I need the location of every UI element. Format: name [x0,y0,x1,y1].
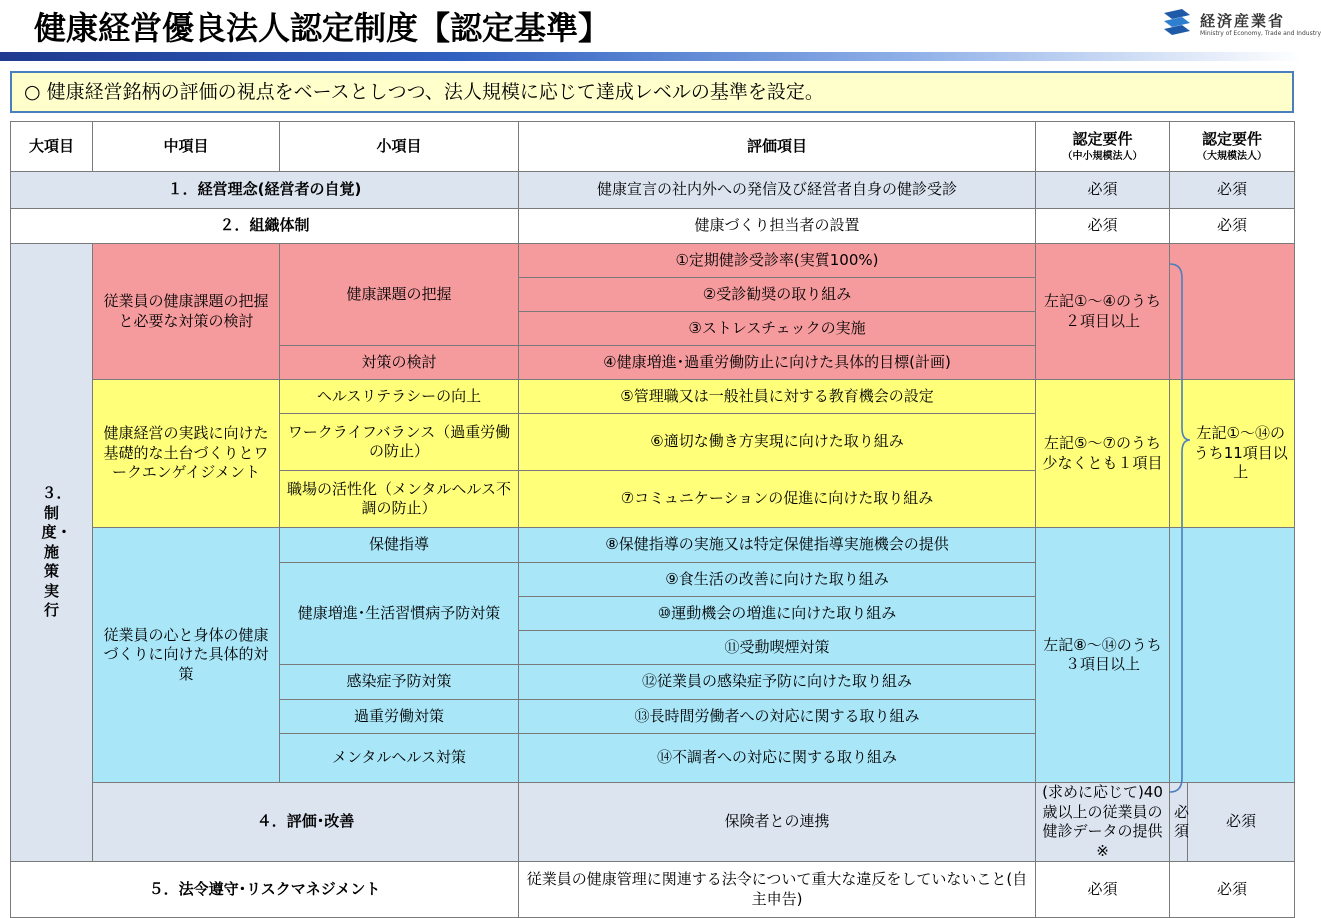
g3-minor-5: メンタルヘルス対策 [280,734,519,783]
item-8: ⑧保健指導の実施又は特定保健指導実施機会の提供 [519,528,1036,563]
row-5-label: ５．法令遵守･リスクマネジメント [11,862,519,918]
header-major: 大項目 [11,122,93,172]
page-title: 健康経営優良法人認定制度【認定基準】 [34,9,611,47]
row-4-item: (求めに応じて)40歳以上の従業員の健診データの提供※ [1036,783,1170,862]
header-req-large-label: 認定要件 [1201,130,1262,149]
row-2-small: 必須 [1036,209,1170,244]
row-4-small: 必須 [1170,783,1188,862]
item-9: ⑨食生活の改善に向けた取り組み [519,563,1036,597]
row-1 [11,172,1295,209]
header-row [11,122,1295,172]
row-1-small: 必須 [1036,172,1170,209]
row-1-large: 必須 [1170,172,1295,209]
g3-small-req: 左記⑧～⑭のうち３項目以上 [1036,528,1170,783]
row-2 [11,209,1295,244]
row-5-large: 必須 [1170,862,1295,918]
summary-box: ○ 健康経営銘柄の評価の視点をベースとしつつ、法人規模に応じて達成レベルの基準を設定。 [10,71,1294,113]
g3-minor-3: 感染症予防対策 [280,665,519,700]
g2-minor-1: ヘルスリテラシーの向上 [280,380,519,414]
item-4: ④健康増進･過重労働防止に向けた具体的目標(計画) [519,346,1036,380]
g1-large-cell [1188,244,1295,380]
item-1: ①定期健診受診率(実質100%) [519,244,1036,278]
header-req-small-sub: （中小規模法人） [1062,150,1143,162]
item-14: ⑭不調者への対応に関する取り組み [519,734,1036,783]
logo-text: 経済産業省 [1200,12,1286,30]
header-minor: 小項目 [280,122,519,172]
header-req-large-sub: （大規模法人） [1197,150,1267,162]
g2-large-req: 左記①～⑭のうち11項目以上 [1188,380,1295,528]
row-1-item: 健康宣言の社内外への発信及び経営者自身の健診受診 [519,172,1036,209]
row-3-label [11,244,93,862]
header-req-small-label: 認定要件 [1072,130,1133,149]
g2-minor-2: ワークライフバランス（過重労働の防止） [280,414,519,471]
g3-minor-1: 保健指導 [280,528,519,563]
g3-minor-4: 過重労働対策 [280,700,519,734]
logo-subtext: Ministry of Economy, Trade and Industry [1200,30,1321,37]
item-10: ⑩運動機会の増進に向けた取り組み [519,597,1036,631]
g1-middle: 従業員の健康課題の把握と必要な対策の検討 [93,244,280,380]
header-req-small [1036,122,1170,172]
g2-minor-3: 職場の活性化（メンタルヘルス不調の防止） [280,471,519,528]
g1-small-req: 左記①～④のうち２項目以上 [1036,244,1170,380]
g2-middle: 健康経営の実践に向けた基礎的な土台づくりとワークエンゲイジメント [93,380,280,528]
item-6: ⑥適切な働き方実現に向けた取り組み [519,414,1036,471]
row-5-item: 従業員の健康管理に関連する法令について重大な違反をしていないこと(自主申告) [519,862,1036,918]
row-3-item-1 [11,244,1295,278]
row-4-large: 必須 [1188,783,1295,862]
row-1-label: １．経営理念(経営者の自覚) [11,172,519,209]
row-2-large: 必須 [1170,209,1295,244]
meti-logo-icon [1160,7,1194,41]
g3-large-cell [1188,528,1295,783]
row-4-label: ４．評価･改善 [93,783,519,862]
ministry-logo [1160,6,1321,42]
item-3: ③ストレスチェックの実施 [519,312,1036,346]
g1-large-spacer [1170,244,1188,380]
item-13: ⑬長時間労働者への対応に関する取り組み [519,700,1036,734]
header-item: 評価項目 [519,122,1036,172]
item-2: ②受診勧奨の取り組み [519,278,1036,312]
row-5-small: 必須 [1036,862,1170,918]
g3-middle: 従業員の心と身体の健康づくりに向けた具体的対策 [93,528,280,783]
header-middle: 中項目 [93,122,280,172]
g2-large-spacer [1170,380,1188,528]
criteria-table [10,121,1295,918]
item-12: ⑫従業員の感染症予防に向けた取り組み [519,665,1036,700]
g2-small-req: 左記⑤～⑦のうち少なくとも１項目 [1036,380,1170,528]
item-7: ⑦コミュニケーションの促進に向けた取り組み [519,471,1036,528]
g1-minor-1: 健康課題の把握 [280,244,519,346]
row-3-item-8 [11,528,1295,563]
item-5: ⑤管理職又は一般社員に対する教育機会の設定 [519,380,1036,414]
row-4 [11,783,1295,862]
row-2-label: ２．組織体制 [11,209,519,244]
g1-minor-2: 対策の検討 [280,346,519,380]
row-3-item-5 [11,380,1295,414]
g3-large-spacer [1170,528,1188,783]
g3-minor-2: 健康増進･生活習慣病予防対策 [280,563,519,665]
title-underline-bar [0,52,1302,61]
row-3-label-text: ３．制度・施策実行 [41,484,72,620]
row-2-item: 健康づくり担当者の設置 [519,209,1036,244]
header-req-large [1170,122,1295,172]
row-5 [11,862,1295,918]
item-11: ⑪受動喫煙対策 [519,631,1036,665]
row-4-minor: 保険者との連携 [519,783,1036,862]
